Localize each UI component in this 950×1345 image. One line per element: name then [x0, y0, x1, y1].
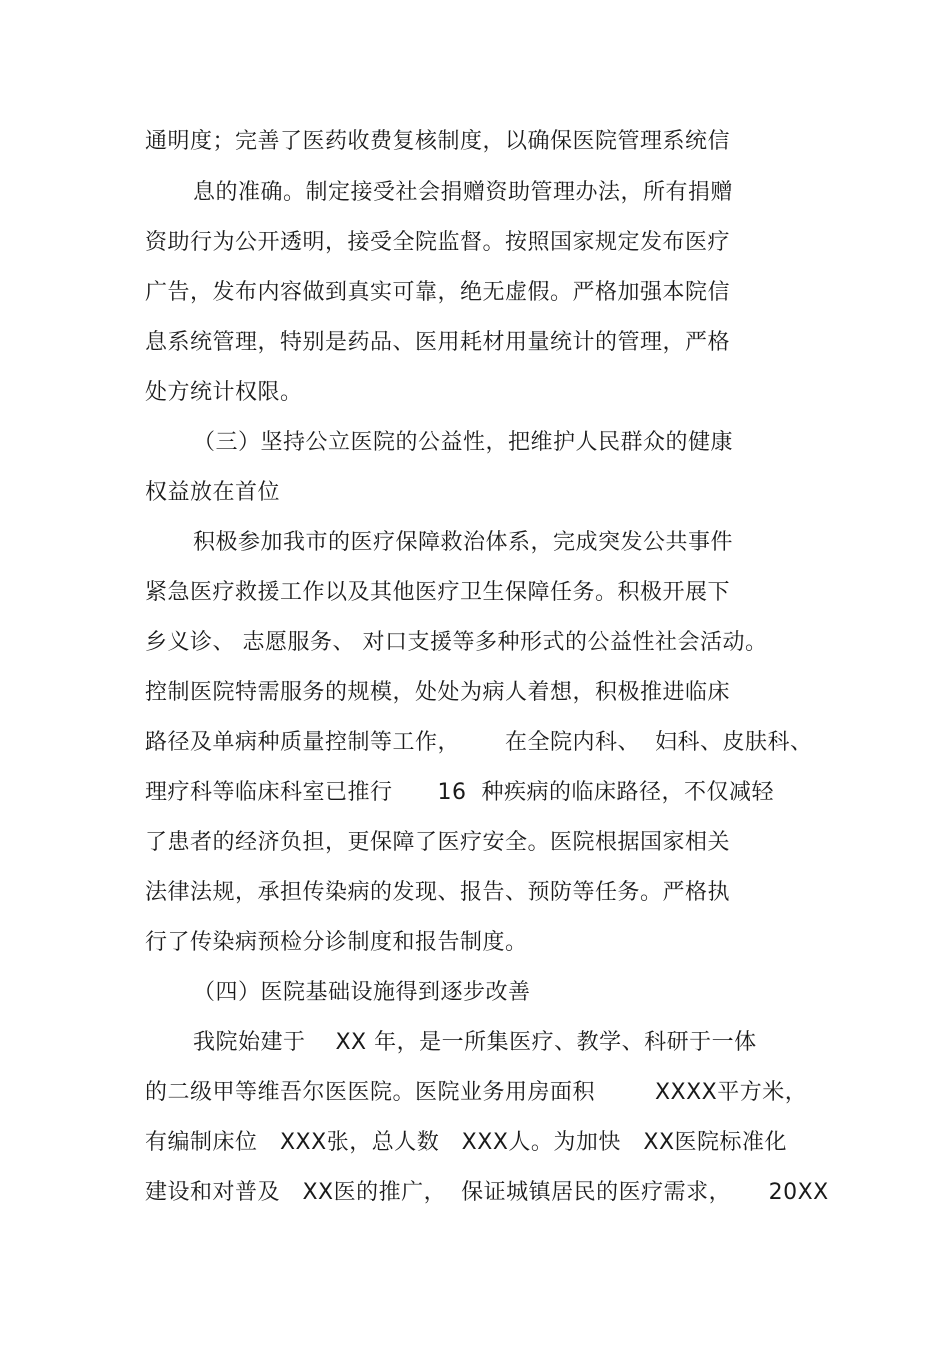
paragraph-line: 通明度；完善了医药收费复核制度，以确保医院管理系统信 [145, 129, 731, 154]
paragraph-line: 的二级甲等维吾尔医医院。医院业务用房面积 XXXX平方米， [145, 1080, 808, 1105]
section-heading: （四）医院基础设施得到逐步改善 [193, 980, 531, 1005]
paragraph-line: 了患者的经济负担，更保障了医疗安全。医院根据国家相关 [145, 830, 731, 855]
paragraph-line: 法律法规，承担传染病的发现、报告、预防等任务。严格执 [145, 880, 731, 905]
paragraph-line: 息的准确。制定接受社会捐赠资助管理办法，所有捐赠 [193, 180, 734, 205]
paragraph-line: 我院始建于 XX 年，是一所集医疗、教学、科研于一体 [193, 1030, 757, 1055]
paragraph-line: 处方统计权限。 [145, 380, 303, 405]
paragraph-line: 路径及单病种质量控制等工作， 在全院内科、 妇科、皮肤科、 [145, 730, 813, 755]
paragraph-line: 紧急医疗救援工作以及其他医疗卫生保障任务。积极开展下 [145, 580, 731, 605]
paragraph-line: 控制医院特需服务的规模，处处为病人着想，积极推进临床 [145, 680, 731, 705]
paragraph-line: 乡义诊、 志愿服务、 对口支援等多种形式的公益性社会活动。 [145, 630, 768, 655]
paragraph-line: 息系统管理，特别是药品、医用耗材用量统计的管理，严格 [145, 330, 731, 355]
section-heading: （三）坚持公立医院的公益性，把维护人民群众的健康 [193, 430, 734, 455]
paragraph-line: 理疗科等临床科室已推行 16 种疾病的临床路径，不仅减轻 [145, 780, 774, 805]
paragraph-line: 积极参加我市的医疗保障救治体系，完成突发公共事件 [193, 530, 734, 555]
section-heading: 权益放在首位 [145, 480, 281, 505]
paragraph-line: 行了传染病预检分诊制度和报告制度。 [145, 930, 528, 955]
paragraph-line: 有编制床位 XXX张，总人数 XXX人。为加快 XX医院标准化 [145, 1130, 788, 1155]
paragraph-line: 资助行为公开透明，接受全院监督。按照国家规定发布医疗 [145, 230, 731, 255]
paragraph-line: 广告，发布内容做到真实可靠，绝无虚假。严格加强本院信 [145, 280, 731, 305]
paragraph-line: 建设和对普及 XX医的推广， 保证城镇居民的医疗需求， 20XX [145, 1180, 829, 1205]
